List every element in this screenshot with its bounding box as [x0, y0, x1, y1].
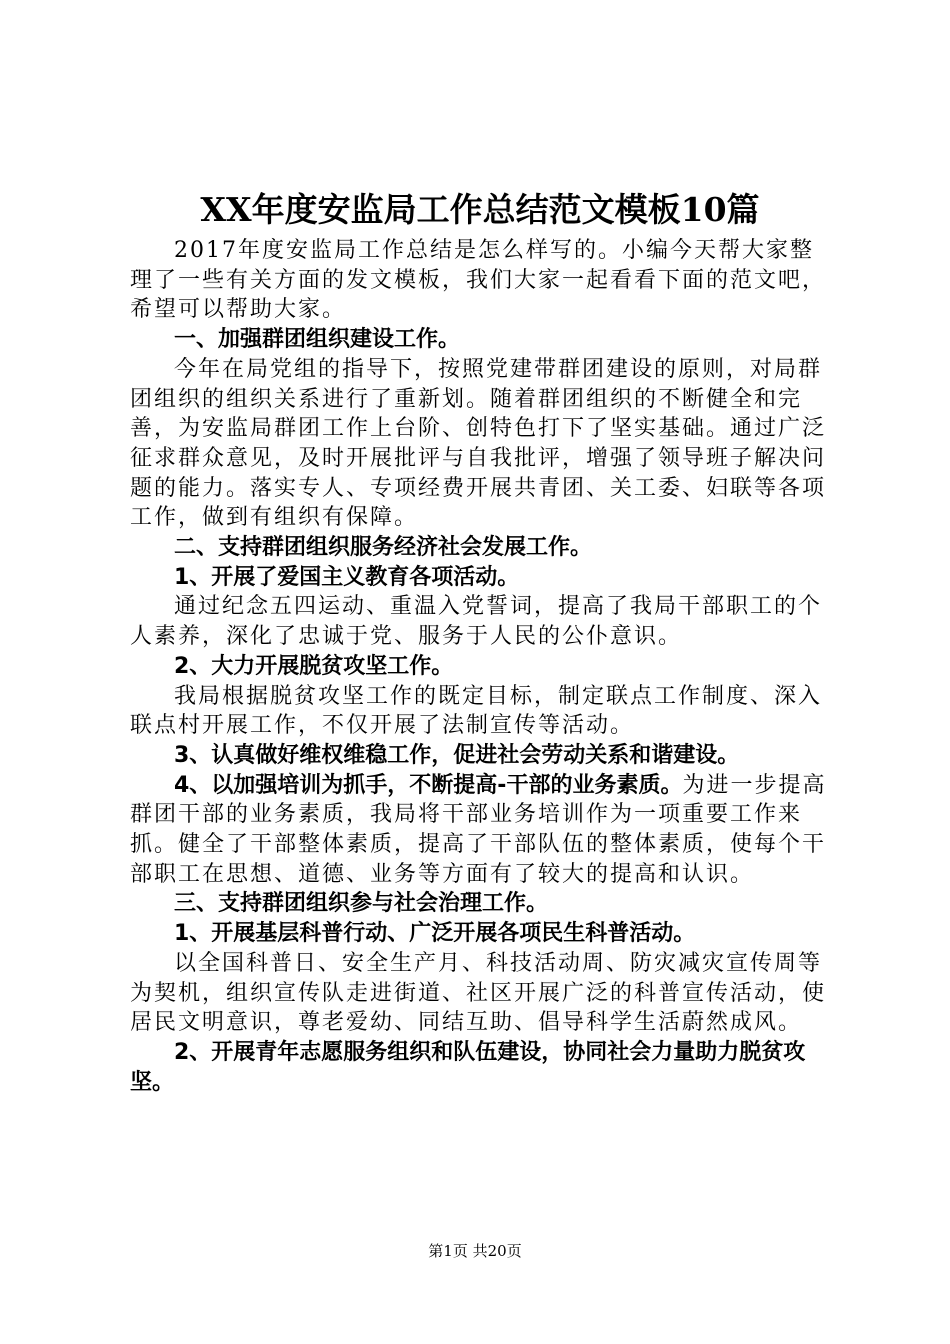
subsection-heading: 3、认真做好维权维稳工作，促进社会劳动关系和谐建设。 [174, 742, 740, 768]
body-paragraph: 我局根据脱贫攻坚工作的既定目标，制定联点工作制度、深入联点村开展工作，不仅开展了法制宣传等活动。 [130, 683, 823, 739]
section-heading: 一、加强群团组织建设工作。 [174, 327, 461, 353]
body-paragraph: 今年在局党组的指导下，按照党建带群团建设的原则，对局群团组织的组织关系进行了重新划。随着群团组织的不断健全和完善，为安监局群团工作上台阶、创特色打下了坚实基础。通过广泛征求群众意见，及时开展批评与自我批评，增强了领导班子解决问题的能力。落实专人、专项经费开展共青团、关工委、妇联等各项工作，做到有组织有保障。 [130, 356, 827, 531]
subsection-heading-inline: 4、以加强培训为抓手，不断提高-干部的业务素质。 [174, 772, 683, 798]
mixed-paragraph [130, 771, 830, 890]
subsection-heading: 2、开展青年志愿服务组织和队伍建设，协同社会力量助力脱贫攻坚。 [130, 1039, 806, 1095]
intro-paragraph: 2017年度安监局工作总结是怎么样写的。小编今天帮大家整理了一些有关方面的发文模板，我们大家一起看看下面的范文吧，希望可以帮助大家。 [130, 238, 827, 323]
page-footer: 第1页 共20页 [428, 1242, 522, 1260]
body-text-inline: 为进一步提高群团干部的业务素质，我局将干部业务培训作为一项重要工作来抓。健全了干部整体素质，提高了干部队伍的整体素质，使每个干部职工在思想、道德、业务等方面有了较大的提高和认识。 [130, 772, 827, 887]
section-heading: 二、支持群团组织服务经济社会发展工作。 [174, 535, 593, 561]
document-title: XX年度安监局工作总结范文模板10篇 [200, 190, 760, 229]
section-heading: 三、支持群团组织参与社会治理工作。 [174, 891, 549, 917]
subsection-heading: 2、大力开展脱贫攻坚工作。 [174, 653, 454, 679]
body-paragraph: 以全国科普日、安全生产月、科技活动周、防灾减灾宣传周等为契机，组织宣传队走进街道、社区开展广泛的科普宣传活动，使居民文明意识，尊老爱幼、同结互助、倡导科学生活蔚然成风。 [130, 950, 827, 1036]
subsection-heading: 1、开展基层科普行动、广泛开展各项民生科普活动。 [174, 921, 696, 947]
document-content [130, 184, 830, 1097]
subsection-heading: 1、开展了爱国主义教育各项活动。 [174, 564, 520, 590]
body-paragraph: 通过纪念五四运动、重温入党誓词，提高了我局干部职工的个人素养，深化了忠诚于党、服务于人民的公仆意识。 [130, 594, 823, 650]
